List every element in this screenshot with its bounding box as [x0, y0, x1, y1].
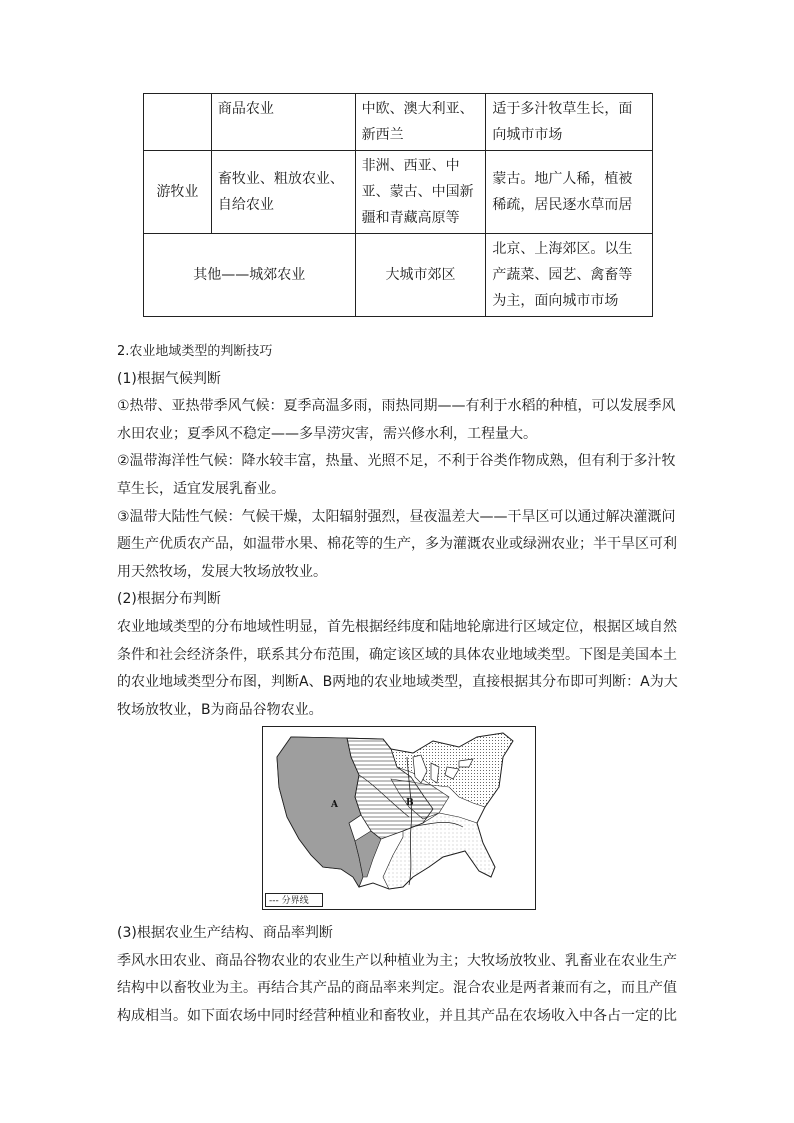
subheading-climate: (1)根据气候判断 — [117, 370, 221, 387]
table-cell: 商品农业 — [211, 94, 355, 151]
subheading-structure: (3)根据农业生产结构、商品率判断 — [117, 925, 333, 941]
agriculture-type-table — [143, 93, 653, 317]
subheading-distribution: (2)根据分布判断 — [117, 591, 221, 608]
table-row — [144, 234, 653, 317]
table-cell: 其他——城郊农业 — [144, 234, 356, 317]
section-body-2 — [117, 920, 685, 1030]
table-row — [144, 151, 653, 234]
paragraph: ①热带、亚热带季风气候：夏季高温多雨，雨热同期——有利于水稻的种植，可以发展季风水田农业；夏季风不稳定——多旱涝灾害，需兴修水利，工程量大。 — [117, 398, 676, 442]
table-cell: 适于多汁牧草生长，面向城市市场 — [486, 94, 653, 151]
label-b: B — [406, 798, 414, 808]
paragraph: ②温带海洋性气候：降水较丰富，热量、光照不足，不利于谷类作物成熟，但有利于多汁牧草生长，适宜发展乳畜业。 — [117, 453, 676, 497]
section-body — [117, 338, 685, 724]
map-legend: --- 分界线 — [265, 893, 323, 907]
table-cell — [144, 94, 212, 151]
table-cell: 蒙古。地广人稀，植被稀疏，居民逐水草而居 — [486, 151, 653, 234]
paragraph: 季风水田农业、商品谷物农业的农业生产以种植业为主；大牧场放牧业、乳畜业在农业生产结构中以畜牧业为主。再结合其产品的商品率来判定。混合农业是两者兼而有之，而且产值构成相当。如下面农场中同时经营种植业和畜牧业，并且其产品在农场收入中各占一定的比 — [117, 952, 677, 1024]
table-row — [144, 94, 653, 151]
section-heading: 2.农业地域类型的判断技巧 — [117, 344, 273, 359]
table-cell: 畜牧业、粗放农业、自给农业 — [211, 151, 355, 234]
table-cell: 北京、上海郊区。以生产蔬菜、园艺、禽畜等为主，面向城市市场 — [486, 234, 653, 317]
paragraph: 农业地域类型的分布地域性明显，首先根据经纬度和陆地轮廓进行区域定位，根据区域自然条件和社会经济条件，联系其分布范围，确定该区域的具体农业地域类型。下图是美国本土的农业地域类型分布图，判断A、B两地的农业地域类型，直接根据其分布即可判断：A为大牧场放牧业，B为商品谷物农业。 — [117, 618, 678, 718]
table-cell: 中欧、澳大利亚、新西兰 — [355, 94, 486, 151]
table-cell: 游牧业 — [144, 151, 212, 234]
grazing-region — [277, 737, 363, 887]
label-a: A — [331, 800, 338, 810]
paragraph: ③温带大陆性气候：气候干燥，太阳辐射强烈，昼夜温差大——干旱区可以通过解决灌溉问题生产优质农产品，如温带水果、棉花等的生产，多为灌溉农业或绿洲农业；半干旱区可利用天然牧场，发展大牧场放牧业。 — [117, 508, 677, 580]
us-agriculture-map — [262, 726, 536, 910]
table-cell: 大城市郊区 — [355, 234, 486, 317]
table-cell: 非洲、西亚、中亚、蒙古、中国新疆和青藏高原等 — [355, 151, 486, 234]
